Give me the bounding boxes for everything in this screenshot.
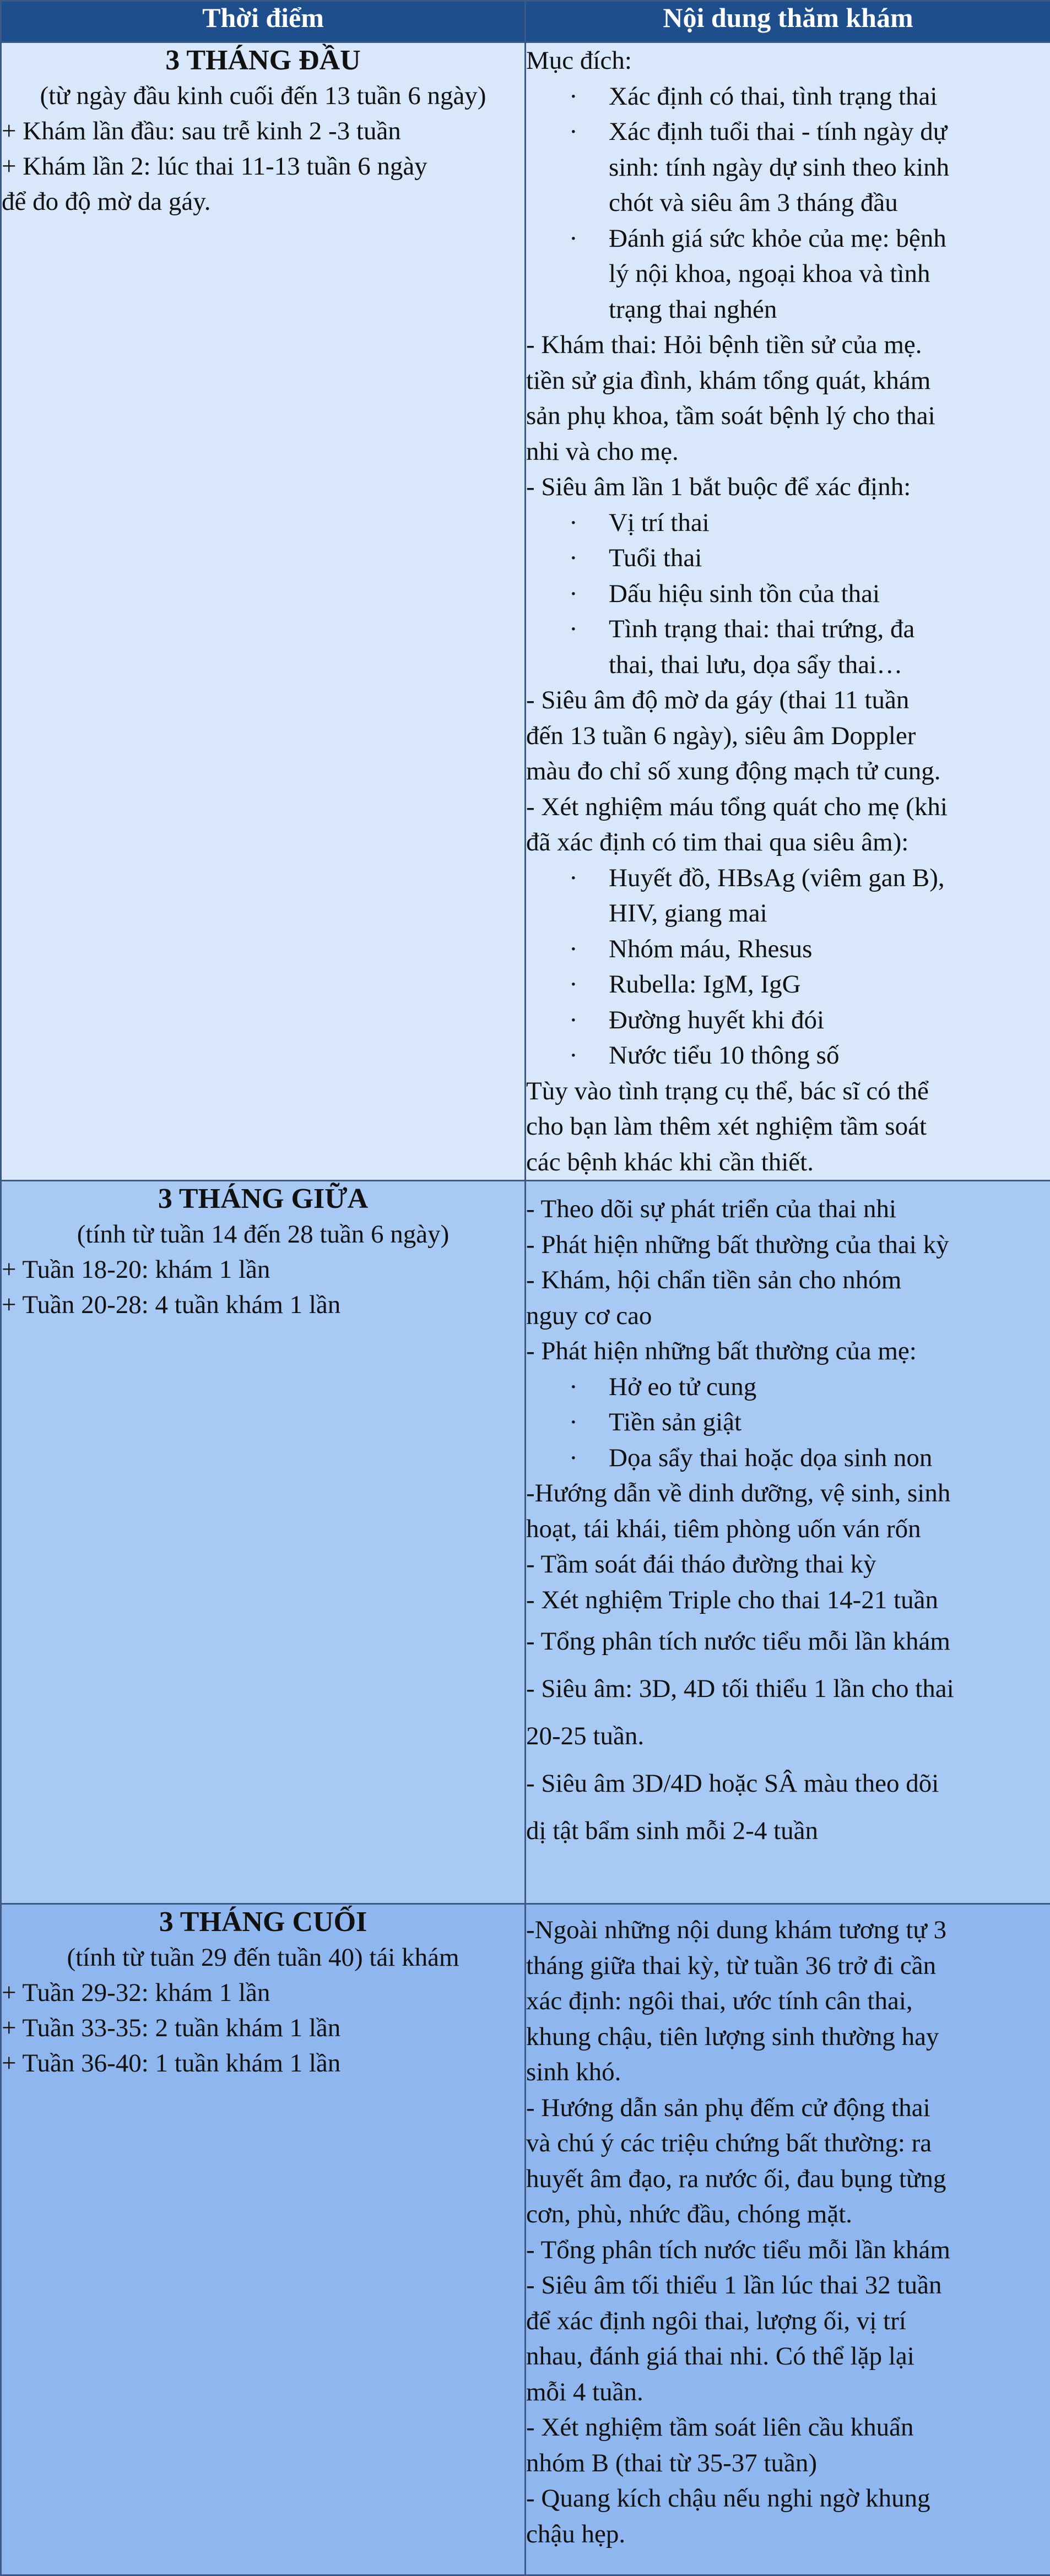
header-content: Nội dung thăm khám [526, 1, 1050, 42]
period-title: 3 THÁNG GIỮA [2, 1181, 524, 1217]
bullet-dot-icon: · [526, 505, 609, 541]
content-line: để xác định ngôi thai, lượng ối, vị trí [526, 2303, 1050, 2339]
content-line: hoạt, tái khái, tiêm phòng uốn ván rốn [526, 1511, 1050, 1547]
period-cell [1, 42, 526, 1181]
visit-line: + Khám lần đầu: sau trễ kinh 2 -3 tuần [2, 113, 524, 149]
content-line: - Xét nghiệm máu tổng quát cho mẹ (khi [526, 789, 1050, 825]
bullet-dot-icon: · [526, 1440, 609, 1476]
table-row [1, 1904, 1050, 2575]
content-line: - Theo dõi sự phát triển của thai nhi [526, 1191, 1050, 1227]
content-line: - Hướng dẫn sản phụ đếm cử động thai [526, 2090, 1050, 2126]
content-line: - Khám, hội chẩn tiền sản cho nhóm [526, 1262, 1050, 1298]
period-cell [1, 1904, 526, 2575]
bullet-item [526, 505, 1050, 541]
bullet-text [609, 611, 1050, 682]
bullet-dot-icon: · [526, 221, 609, 257]
period-range: (tính từ tuần 29 đến tuần 40) tái khám [2, 1940, 524, 1975]
bullet-line: sinh: tính ngày dự sinh theo kinh [609, 150, 1028, 186]
content-line: - Siêu âm lần 1 bắt buộc để xác định: [526, 469, 1050, 505]
content-line: - Khám thai: Hỏi bệnh tiền sử của mẹ. [526, 327, 1050, 363]
bullet-line: HIV, giang mai [609, 896, 1028, 931]
visit-line: + Tuần 33-35: 2 tuần khám 1 lần [2, 2010, 524, 2046]
bullet-dot-icon: · [526, 860, 609, 896]
content-line: huyết âm đạo, ra nước ối, đau bụng từng [526, 2161, 1050, 2197]
bullet-item [526, 221, 1050, 328]
content-line: - Xét nghiệm tầm soát liên cầu khuẩn [526, 2410, 1050, 2445]
period-range: (từ ngày đầu kinh cuối đến 13 tuần 6 ngày) [2, 78, 524, 113]
bullet-line: chót và siêu âm 3 tháng đầu [609, 185, 1028, 221]
content-cell [526, 1904, 1050, 2575]
content-line: Tùy vào tình trạng cụ thể, bác sĩ có thể [526, 1073, 1050, 1109]
bullet-text [609, 1404, 1050, 1440]
content-line: nhau, đánh giá thai nhi. Có thể lặp lại [526, 2339, 1050, 2374]
content-line: đến 13 tuần 6 ngày), siêu âm Doppler [526, 718, 1050, 754]
content-line: xác định: ngôi thai, ước tính cân thai, [526, 1983, 1050, 2019]
content-line: mỗi 4 tuần. [526, 2374, 1050, 2410]
header-row [1, 1, 1050, 42]
content-line: - Xét nghiệm Triple cho thai 14-21 tuần [526, 1582, 1050, 1618]
content-line: - Tổng phân tích nước tiểu mỗi lần khám [526, 2232, 1050, 2268]
content-line: -Hướng dẫn về dinh dưỡng, vệ sinh, sinh [526, 1476, 1050, 1511]
bullet-item [526, 1404, 1050, 1440]
bullet-dot-icon: · [526, 1002, 609, 1038]
visit-line: + Tuần 29-32: khám 1 lần [2, 1975, 524, 2010]
content-line: nhóm B (thai từ 35-37 tuần) [526, 2445, 1050, 2481]
bullet-dot-icon: · [526, 540, 609, 576]
bullet-item [526, 1440, 1050, 1476]
bullet-text [609, 221, 1050, 328]
bullet-line: Tình trạng thai: thai trứng, đa [609, 611, 1028, 647]
content-line: sản phụ khoa, tầm soát bệnh lý cho thai [526, 398, 1050, 434]
content-line: khung chậu, tiên lượng sinh thường hay [526, 2019, 1050, 2055]
bullet-item [526, 860, 1050, 931]
bullet-item [526, 611, 1050, 682]
bullet-item [526, 931, 1050, 967]
content-line: cho bạn làm thêm xét nghiệm tầm soát [526, 1109, 1050, 1145]
bullet-line: Dấu hiệu sinh tồn của thai [609, 576, 1028, 612]
bullet-line: Huyết đồ, HBsAg (viêm gan B), [609, 860, 1028, 896]
content-line: nhi và cho mẹ. [526, 434, 1050, 470]
period-title: 3 THÁNG CUỐI [2, 1905, 524, 1940]
content-line: cơn, phù, nhức đầu, chóng mặt. [526, 2197, 1050, 2232]
content-line: chậu hẹp. [526, 2517, 1050, 2552]
bullet-line: Đường huyết khi đói [609, 1002, 1028, 1038]
content-line: - Siêu âm độ mờ da gáy (thai 11 tuần [526, 682, 1050, 718]
bullet-item [526, 114, 1050, 221]
bullet-dot-icon: · [526, 576, 609, 612]
bullet-text [609, 1002, 1050, 1038]
bullet-line: trạng thai nghén [609, 292, 1028, 328]
bullet-text [609, 1038, 1050, 1073]
bullet-item [526, 540, 1050, 576]
bullet-line: Xác định tuổi thai - tính ngày dự [609, 114, 1028, 150]
content-line: - Phát hiện những bất thường của thai kỳ [526, 1227, 1050, 1263]
bullet-line: Dọa sẩy thai hoặc dọa sinh non [609, 1440, 1028, 1476]
period-range: (tính từ tuần 14 đến 28 tuần 6 ngày) [2, 1217, 524, 1252]
period-cell [1, 1181, 526, 1904]
bullet-line: Nhóm máu, Rhesus [609, 931, 1028, 967]
content-line: và chú ý các triệu chứng bất thường: ra [526, 2125, 1050, 2161]
content-cell [526, 1181, 1050, 1904]
content-line: sinh khó. [526, 2054, 1050, 2090]
bullet-dot-icon: · [526, 1369, 609, 1405]
bullet-text [609, 1440, 1050, 1476]
bullet-dot-icon: · [526, 931, 609, 967]
content-line: Mục đích: [526, 43, 1050, 79]
bullet-dot-icon: · [526, 967, 609, 1002]
bullet-text [609, 576, 1050, 612]
bullet-item [526, 1369, 1050, 1405]
content-line: đã xác định có tim thai qua siêu âm): [526, 825, 1050, 860]
content-line: các bệnh khác khi cần thiết. [526, 1145, 1050, 1180]
bullet-dot-icon: · [526, 1404, 609, 1440]
bullet-text [609, 860, 1050, 931]
bullet-item [526, 79, 1050, 115]
content-line: tháng giữa thai kỳ, từ tuần 36 trở đi cần [526, 1948, 1050, 1984]
bullet-text [609, 1369, 1050, 1405]
content-line: -Ngoài những nội dung khám tương tự 3 [526, 1912, 1050, 1948]
bullet-dot-icon: · [526, 114, 609, 150]
bullet-line: Nước tiểu 10 thông số [609, 1038, 1028, 1073]
bullet-item [526, 1038, 1050, 1073]
visit-line: + Tuần 18-20: khám 1 lần [2, 1252, 524, 1287]
bullet-item [526, 576, 1050, 612]
visit-line: để đo độ mờ da gáy. [2, 184, 524, 219]
content-line: - Tổng phân tích nước tiểu mỗi lần khám [526, 1618, 1050, 1665]
bullet-dot-icon: · [526, 79, 609, 115]
bullet-item [526, 967, 1050, 1002]
visit-line: + Tuần 36-40: 1 tuần khám 1 lần [2, 2046, 524, 2081]
bullet-line: lý nội khoa, ngoại khoa và tình [609, 256, 1028, 292]
bullet-line: Hở eo tử cung [609, 1369, 1028, 1405]
bullet-line: Tiền sản giật [609, 1404, 1028, 1440]
table-row [1, 1181, 1050, 1904]
bullet-line: Đánh giá sức khỏe của mẹ: bệnh [609, 221, 1028, 257]
period-title: 3 THÁNG ĐẦU [2, 43, 524, 78]
content-line: - Siêu âm: 3D, 4D tối thiểu 1 lần cho thai [526, 1665, 1050, 1712]
header-time: Thời điểm [1, 1, 526, 42]
bullet-item [526, 1002, 1050, 1038]
content-line: dị tật bẩm sinh mỗi 2-4 tuần [526, 1807, 1050, 1854]
content-line: màu đo chỉ số xung động mạch tử cung. [526, 753, 1050, 789]
bullet-line: Rubella: IgM, IgG [609, 967, 1028, 1002]
bullet-line: thai, thai lưu, dọa sẩy thai… [609, 647, 1028, 683]
bullet-text [609, 79, 1050, 115]
content-line: - Phát hiện những bất thường của mẹ: [526, 1333, 1050, 1369]
bullet-line: Xác định có thai, tình trạng thai [609, 79, 1028, 115]
table-row [1, 42, 1050, 1181]
content-line: - Siêu âm tối thiểu 1 lần lúc thai 32 tuần [526, 2268, 1050, 2303]
content-line: - Quang kích chậu nếu nghi ngờ khung [526, 2481, 1050, 2517]
content-line: - Siêu âm 3D/4D hoặc SÂ màu theo dõi [526, 1760, 1050, 1807]
bullet-text [609, 967, 1050, 1002]
bullet-text [609, 114, 1050, 221]
visit-line: + Khám lần 2: lúc thai 11-13 tuần 6 ngày [2, 149, 524, 184]
content-cell [526, 42, 1050, 1181]
bullet-dot-icon: · [526, 1038, 609, 1073]
bullet-text [609, 931, 1050, 967]
bullet-line: Tuổi thai [609, 540, 1028, 576]
bullet-line: Vị trí thai [609, 505, 1028, 541]
bullet-text [609, 505, 1050, 541]
content-line: nguy cơ cao [526, 1298, 1050, 1334]
visit-line: + Tuần 20-28: 4 tuần khám 1 lần [2, 1287, 524, 1322]
content-line: tiền sử gia đình, khám tổng quát, khám [526, 363, 1050, 399]
bullet-dot-icon: · [526, 611, 609, 647]
content-line: - Tầm soát đái tháo đường thai kỳ [526, 1547, 1050, 1582]
bullet-text [609, 540, 1050, 576]
content-line: 20-25 tuần. [526, 1712, 1050, 1760]
